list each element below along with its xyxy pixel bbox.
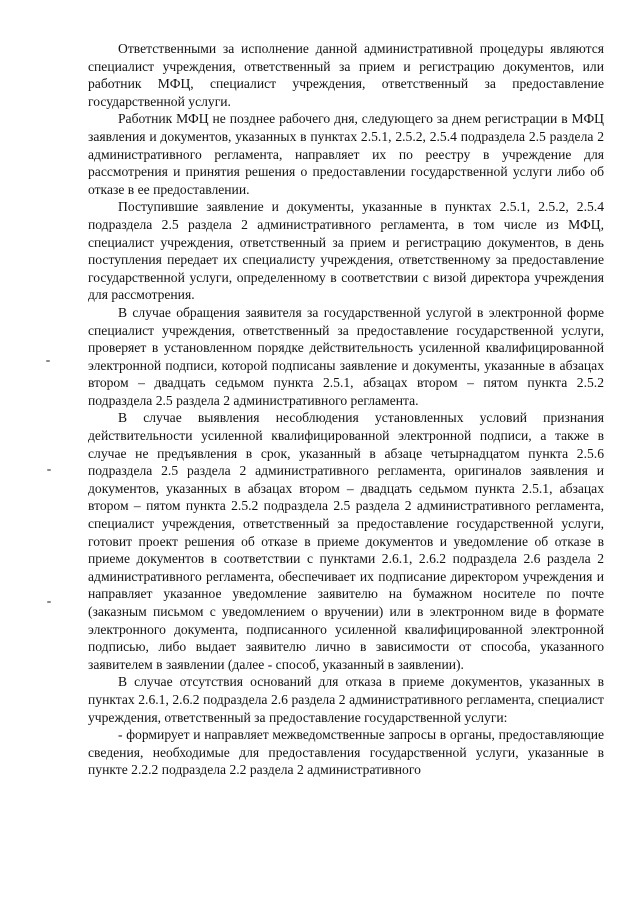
- paragraph-received-documents: Поступившие заявление и документы, указанные в пунктах 2.5.1, 2.5.2, 2.5.4 подраздела 2.5 раздела 2 административного регламента, в том числе из МФЦ, специалист учреждения, ответственный за прием и регистрацию документов, в день поступления передает их специалисту учреждения, ответственному за предоставление государственной услуги, определенному в соответствии с визой директора учреждения для рассмотрения.: [88, 199, 604, 303]
- paragraph-electronic-request: В случае обращения заявителя за государственной услугой в электронной форме специалист учреждения, ответственный за предоставление государственной услуги, проверяет в установленном порядке действительность усиленной квалифицированной электронной подписи, которой подписаны заявление и документы, указанные в абзацах втором – двадцать седьмом пункта 2.5.1, абзацах втором – пятом пункта 2.5.2 подраздела 2.5 раздела 2 административного регламента.: [88, 304, 604, 408]
- scan-mark: [46, 360, 50, 362]
- paragraph-responsible-persons: Ответственными за исполнение данной административной процедуры являются специалист учреждения, ответственный за прием и регистрацию документов, или работник МФЦ, специалист учреждения, ответственный за предоставление государственной услуги.: [88, 41, 604, 109]
- scan-mark: [47, 469, 51, 471]
- scan-mark: [47, 601, 51, 603]
- paragraph-signature-violation: В случае выявления несоблюдения установленных условий признания действительности усиленной квалифицированной электронной подписи, а также в случае не предъявления в срок, указанный в абзаце четырнадцатом пункта 2.5.6 подраздела 2.5 раздела 2 административного регламента, оригиналов заявления и документов, указанных в абзацах втором – двадцать седьмом пункта 2.5.1, абзацах втором – пятом пункта 2.5.2 подраздела 2.5 раздела 2 административного регламента, специалист учреждения, ответственный за предоставление государственной услуги, готовит проект решения об отказе в приеме документов и уведомление об отказе в приеме документов в соответствии с пунктами 2.6.1, 2.6.2 подраздела 2.6 раздела 2 административного регламента, обеспечивает их подписание директором учреждения и направляет указанное уведомление заявителю на бумажном носителе по почте (заказным письмом с уведомлением о вручении) или в электронном виде в формате электронного документа, подписанного усиленной квалифицированной электронной подписью, либо выдает заявителю лично в зависимости от способа, указанного заявителем в заявлении (далее - способ, указанный в заявлении).: [88, 410, 604, 672]
- document-body: [88, 40, 604, 779]
- paragraph-interagency-requests: - формирует и направляет межведомственные запросы в органы, предоставляющие сведения, необходимые для предоставления государственной услуги, указанные в пункте 2.2.2 подраздела 2.2 раздела 2 административного: [88, 727, 604, 778]
- paragraph-no-refusal-grounds: В случае отсутствия оснований для отказа в приеме документов, указанных в пунктах 2.6.1, 2.6.2 подраздела 2.6 раздела 2 административного регламента, специалист учреждения, ответственный за предоставление государственной услуги:: [88, 674, 604, 725]
- paragraph-mfc-worker: Работник МФЦ не позднее рабочего дня, следующего за днем регистрации в МФЦ заявления и документов, указанных в пунктах 2.5.1, 2.5.2, 2.5.4 подраздела 2.5 раздела 2 административного регламента, направляет их по реестру в учреждение для рассмотрения и принятия решения о предоставлении государственной услуги либо об отказе в ее предоставлении.: [88, 111, 604, 197]
